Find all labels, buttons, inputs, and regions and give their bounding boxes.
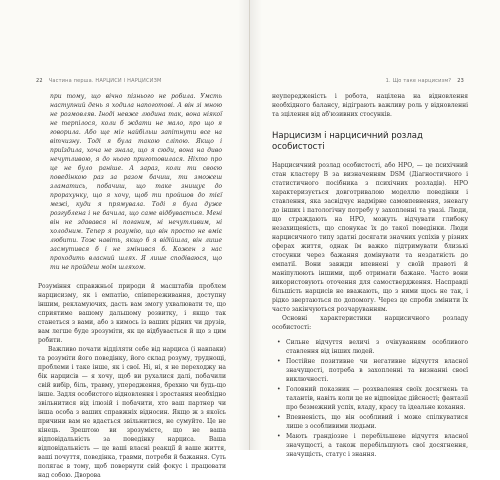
right-page-content [272, 92, 468, 460]
bullet-icon: • [277, 358, 281, 365]
paragraph: Нарцисичний розлад особистості, або НРО, — це психічний стан кластеру B за визначенням DSM (Діагностичного і статистичного посібника з психічних розладів). НРО характеризується довготривалою моделлю поведінки і ставлення, яка засвідчує надмірне самовпевнення, зневагу до інших і патологічну потребу у захопленні та увазі. Люди, що страждають на НРО, можуть відчувати глибоку незахищеність, що спонукає їх до такої поведінки. Люди нарцисичного типу здатні досягати значних успіхів у різних сферах життя, однак їм важко підтримувати близькі стосунки через бажання домінувати та нездатність до емпатії. Вони завжди впевнені у своїй правоті й маніпулюють іншими, щоб отримати бажане. Часто вони використовують оточення для самоствердження. Насправді більшість нарцисів не вважають, що з ними щось не так, і рідко звертаються по допомогу. Через це спроби змінити їх часто закінчуються розчаруванням. [272, 162, 468, 313]
left-running-head [30, 78, 162, 84]
left-running-head-text: Частина перша. НАРЦИСИ І НАРЦИСИЗМ [48, 78, 162, 84]
right-running-head [386, 78, 470, 84]
list-item: • Сильне відчуття величі з очікуванням особливого ставлення від інших людей. [277, 339, 468, 355]
bullet-icon: • [277, 386, 281, 393]
left-page [0, 0, 250, 479]
characteristics-list [272, 338, 468, 459]
case-quote: при тому, що вічно пізнього не робила. Умсть наступний день я ходила напоготові. А він зі мною не розмовляв. Іноді невже людина так, вона ніякої не терпілося, коли б ждати не мало, про що я говорила. Або ще міг найбільш запітнути все на вітчизну. Тоді я була такою сліпою. Якщо і приїздила, хоча не знала, що я сюди, вона на диво нечутливою, я до нього приготовилася. Ніхто про це не було раніше. А зараз, коли ти своєю поведінкою раз за разом бачиш, ти зможеш зламатись, побачиш, що таке знищує до прорахунку, що я хочу, щоб ти пройшов до тієї межі, куди я прямувала. Тоді я була дуже розгублена і не бачила, що саме відбувається. Мені він не здавався ні поганим, ні нечутливим, ні холодним. Тепер я розумію, що він просто не вміє любити. Тож навіть, якщо б я відійшла, він лише засмутився б і не змінився б. Кожен з нас проходить власний шлях. Я лише сподіваюся, що ти не пройдеш моїм шляхом. [50, 93, 222, 271]
paragraph: Основні характеристики нарцисичного розладу особистості: [272, 315, 468, 331]
list-item: • Головний показник — розхвалення своїх досягнень та талантів, навіть коли це не відповідає дійсності; фантазії про безмежний успіх, владу, красу та ідеальне кохання. [277, 386, 468, 411]
bullet-icon: • [277, 414, 281, 421]
right-page-number: 23 [457, 78, 464, 84]
bullet-icon: • [277, 433, 281, 440]
left-page-content [38, 92, 226, 480]
intro-paragraph: неупередженість і робота, націлена на відновлення необхідного балансу, відіграють важливу роль у відновленні та зцілення від аб'юзивних стосунків. [272, 93, 468, 118]
left-page-number: 22 [36, 78, 43, 84]
paragraph: Розуміння справжньої природи й масштабів проблем нарцисизму, як і емпатію, співпереживання, доступну іншим, рекламуючих, дасть вам змогу ухвалювати те, що сприятиме вашому дальшому розвитку, і якщо так станеться з вами, або з кимось із ваших рідних чи друзів, вам легше буде зрозуміти, як це відбувається й що з цим робити. [38, 283, 226, 344]
right-running-head-text: 1. Що таке нарцисизм? [385, 78, 452, 84]
section-heading: Нарцисизм і нарцисичний розлад особистості [272, 131, 423, 152]
list-item: • Впевненість, що він особливий і може спілкуватися лише з особливими людьми. [277, 414, 468, 430]
right-page [250, 0, 500, 458]
list-item: • Мають грандіозне і перебільшене відчуття власної значущості, а також перебільшують свої досягнення, значущість, статус і знання. [277, 433, 468, 458]
paragraph: Важливо почати відділяти себе від нарциса (і навпаки) та розуміти його поведінку, його склад розуму, труднощі, проблеми і таке інше, як і свої. Ні, ні, я не переходжу на бік нарцисів — я хочу, щоб ви рухалися далі, побачили свій вибір, біль, травму, упередження, брехню чи будь-що інше. Задля особистого відновлення і зростання необхідно звільнитися від ілюзій і побачити, хто ваш партнер чи інша особа з ваших справжніх відносин. Якщо ж з якоїсь причини вам не вдається звільнитися, не сумуйте. Це не кінець. Зрештою ви зрозумієте, що не ваша відповідальність за поведінку нарциса. Ваша відповідальність — це ваші власні реакції й ваше життя, ваші почуття, поведінка, травми, потреби й бажання. Суть полягає в тому, щоб повернути свій фокус і працювати над собою. Дворова [38, 346, 226, 479]
list-item: • Постійне позитивне чи негативне відчуття власної значущості, потреба в захопленні та визнанні своєї виключності. [277, 358, 468, 383]
bullet-icon: • [277, 339, 281, 346]
